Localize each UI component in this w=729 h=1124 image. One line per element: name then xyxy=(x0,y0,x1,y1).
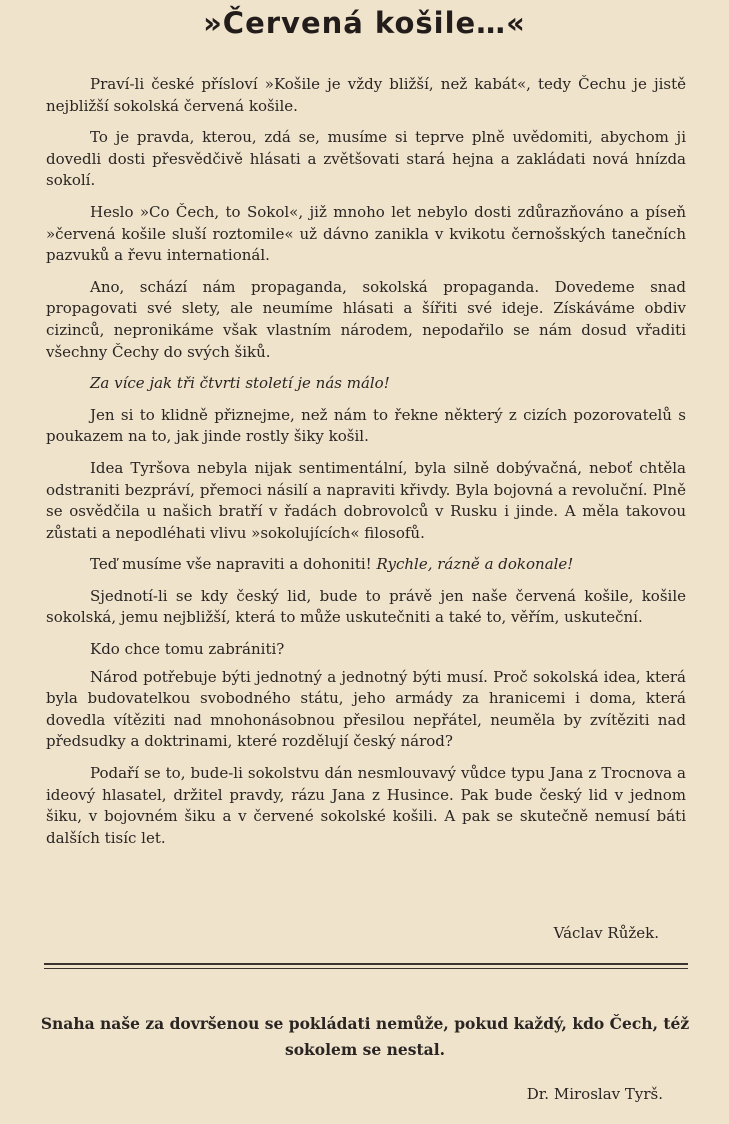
paragraph-2: To je pravda, kterou, zdá se, musíme si teprve plně uvědomiti, abychom ji dovedli dosti přesvědčivě hlásati a zvětšovati stará hejna a zakládati nová hnízda sokolí. xyxy=(46,128,686,190)
paragraph-8-emphasis: Rychle, rázně a dokonale! xyxy=(376,555,574,574)
paragraph-3: Heslo »Co Čech, to Sokol«, již mnoho let nebylo dosti zdůrazňováno a píseň »červená košile sluší roztomile« už dávno zanikla v kvikotu černošských tanečních pazvuků a řevu internationál. xyxy=(46,202,686,265)
paragraph-9: Sjednotí-li se kdy český lid, bude to právě jen naše červená košile, košile sokolská, jemu nejbližší, která to může uskutečniti a také to, věřím, uskuteční. xyxy=(46,586,686,627)
paragraph-12: Podaří se to, bude-li sokolstvu dán nesmlouvavý vůdce typu Jana z Trocnova a ideový hlasatel, držitel pravdy, rázu Jana z Husince. Pak bude český lid v jednom šiku, v bojovném šiku a v červené sokolské košili. A pak se skutečně nemusí báti dalších tisíc let. xyxy=(46,764,686,847)
paragraph-11: Národ potřebuje býti jednotný a jednotný býti musí. Proč sokolská idea, která byla budovatelkou svobodného státu, jeho armády za hranicemi i doma, která dovedla vítěziti nad mnohonásobnou přesilou nepřátel, neuměla by zvítěziti nad předsudky a doktrinami, které rozdělují český národ? xyxy=(46,667,686,751)
paragraph-4: Ano, schází nám propaganda, sokolská propaganda. Dovedeme snad propagovati své slety, ale neumíme hlásati a šířiti své ideje. Získáváme obdiv cizinců, nepronikáme však vlastním národem, nepodařilo se nám dosud vřaditi všechny Čechy do svých šiků. xyxy=(46,277,686,361)
closing-quote: Snaha naše za dovršenou se pokládati nemůže, pokud každý, kdo Čech, též sokolem se nestal. xyxy=(40,1014,690,1059)
paragraph-8 xyxy=(46,554,686,576)
divider-thick xyxy=(44,963,688,965)
article-signature: Václav Růžek. xyxy=(553,924,659,942)
divider-thin xyxy=(44,968,688,969)
paragraph-5-emphasis: Za více jak tři čtvrti století je nás málo! xyxy=(90,374,390,393)
paragraph-10: Kdo chce tomu zabrániti? xyxy=(90,640,285,659)
paragraph-7: Idea Tyršova nebyla nijak sentimentální, byla silně dobývačná, neboť chtěla odstraniti bezpráví, přemoci násilí a napraviti křivdy. Byla bojovná a revoluční. Plně se osvědčila u našich bratří v řadách dobrovolců v Rusku i jinde. A měla takovou zůstati a nepodléhati vlivu »sokolujících« filosofů. xyxy=(46,458,686,542)
article-body xyxy=(46,74,686,859)
paragraph-8-text: Teď musíme vše napraviti a dohoniti! xyxy=(90,555,372,574)
quote-author: Dr. Miroslav Tyrš. xyxy=(526,1085,663,1103)
article-title: »Červená košile…« xyxy=(203,6,526,40)
paragraph-1: Praví-li české přísloví »Košile je vždy bližší, než kabát«, tedy Čechu je jistě nejbližší sokolská červená košile. xyxy=(46,75,686,115)
paragraph-6: Jen si to klidně přiznejme, než nám to řekne některý z cizích pozorovatelů s poukazem na to, jak jinde rostly šiky košil. xyxy=(46,405,686,446)
